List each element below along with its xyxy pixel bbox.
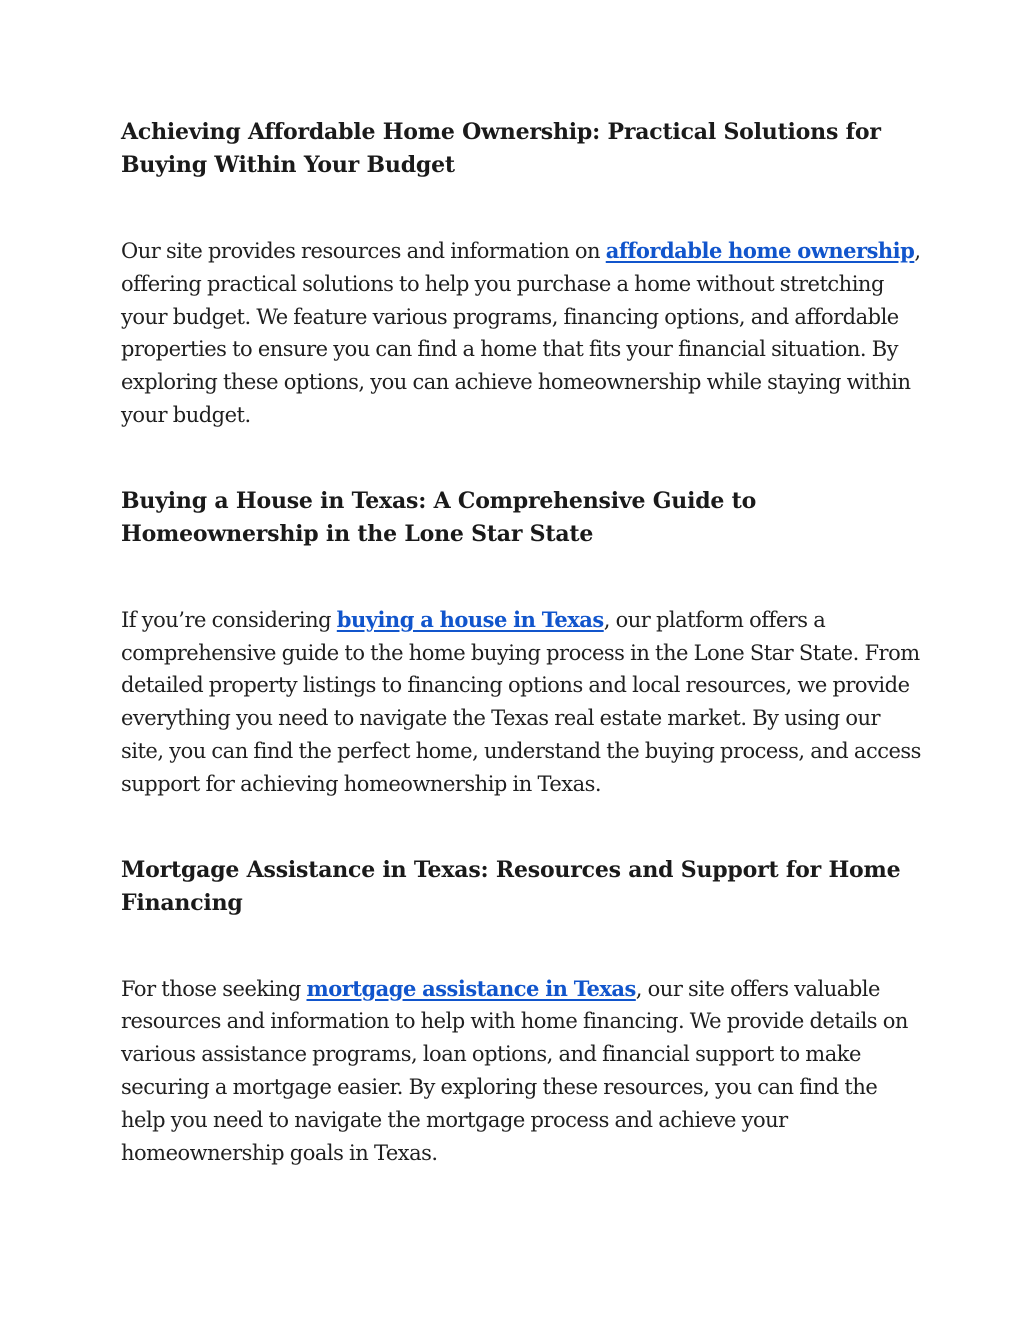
section-heading-affordable-home-ownership: Achieving Affordable Home Ownership: Practical Solutions for Buying Within Your Budget: [121, 119, 881, 178]
affordable-home-ownership-link[interactable]: affordable home ownership: [605, 238, 915, 263]
document-page: [121, 116, 921, 1169]
buying-house-texas-link[interactable]: buying a house in Texas: [336, 606, 604, 632]
section-heading-buying-house-texas: Buying a House in Texas: A Comprehensive Guide to Homeownership in the Lone Star State: [121, 487, 757, 547]
section-heading-mortgage-assistance-texas: Mortgage Assistance in Texas: Resources and Support for Home Financing: [121, 856, 901, 916]
section-paragraph-buying-house-texas: [121, 604, 921, 801]
mortgage-assistance-texas-link[interactable]: mortgage assistance in Texas: [306, 975, 636, 1001]
paragraph-text: For those seeking: [121, 976, 307, 1001]
paragraph-text: Our site provides resources and information on: [121, 239, 606, 263]
paragraph-text: If you’re considering: [121, 607, 337, 632]
section-paragraph-mortgage-assistance-texas: [121, 973, 921, 1170]
paragraph-text: , our platform offers a comprehensive guide to the home buying process in the Lone Star State. From detailed property listings to financing options and local resources, we provide everything you need to navigate the Texas real estate market. By using our site, you can find the perfect home, understand the buying process, and access support for achieving homeownership in Texas.: [121, 607, 921, 796]
section-paragraph-affordable-home-ownership: [121, 235, 921, 432]
paragraph-text: , offering practical solutions to help you purchase a home without stretching your budget. We feature various programs, financing options, and affordable properties to ensure you can find a home that fits your financial situation. By exploring these options, you can achieve homeownership while staying within your budget.: [121, 239, 921, 427]
paragraph-text: , our site offers valuable resources and information to help with home financing. We provide details on various assistance programs, loan options, and financial support to make securing a mortgage easier. By exploring these resources, you can find the help you need to navigate the mortgage process and achieve your homeownership goals in Texas.: [121, 976, 908, 1165]
